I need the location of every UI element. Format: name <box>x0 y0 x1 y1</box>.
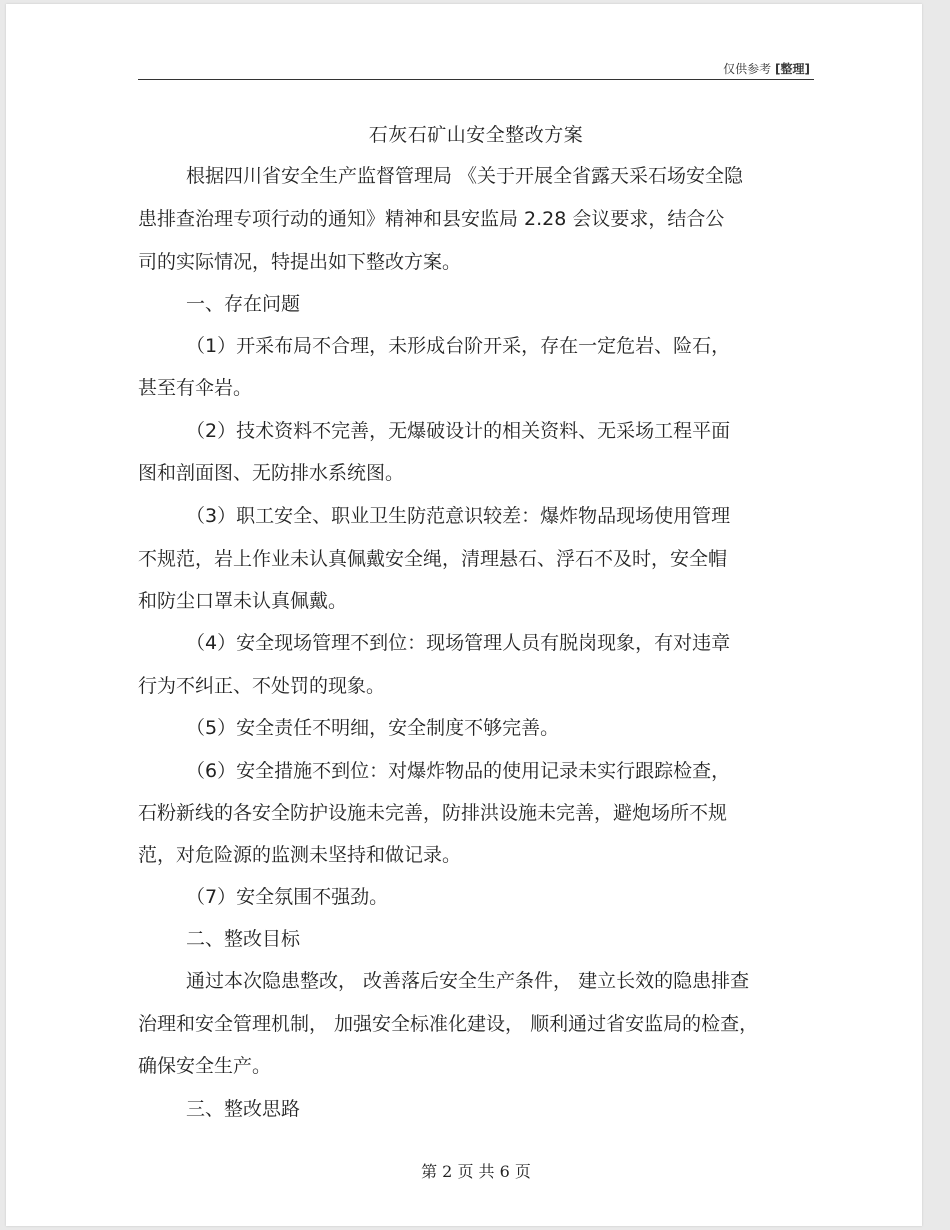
paragraph-line: 根据四川省安全生产监督管理局 《关于开展全省露天采石场安全隐 <box>186 165 744 187</box>
paragraph-line: （7）安全氛围不强劲。 <box>186 886 389 908</box>
paragraph-line: 行为不纠正、不处罚的现象。 <box>138 675 386 697</box>
paragraph-line: 通过本次隐患整改， 改善落后安全生产条件， 建立长效的隐患排查 <box>186 970 750 992</box>
paragraph-line: 图和剖面图、无防排水系统图。 <box>138 462 405 484</box>
section-heading: 三、整改思路 <box>186 1098 301 1120</box>
paragraph-line: 确保安全生产。 <box>138 1055 272 1077</box>
document-page <box>6 4 922 1226</box>
section-heading: 一、存在问题 <box>186 293 301 315</box>
paragraph-line: （6）安全措施不到位：对爆炸物品的使用记录未实行跟踪检查， <box>186 760 731 782</box>
paragraph-line: （5）安全责任不明细，安全制度不够完善。 <box>186 717 560 739</box>
header-note <box>723 60 810 77</box>
document-title: 石灰石矿山安全整改方案 <box>368 124 584 146</box>
paragraph-line: 患排查治理专项行动的通知》精神和县安监局 2.28 会议要求，结合公 <box>138 208 725 230</box>
section-heading: 二、整改目标 <box>186 928 301 950</box>
header-note-prefix: 仅供参考 <box>723 62 772 76</box>
paragraph-line: 司的实际情况，特提出如下整改方案。 <box>138 251 462 273</box>
header-rule <box>138 79 814 80</box>
paragraph-line: （2）技术资料不完善，无爆破设计的相关资料、无采场工程平面 <box>186 420 731 442</box>
paragraph-line: （1）开采布局不合理，未形成台阶开采，存在一定危岩、险石， <box>186 335 731 357</box>
header-note-tag: [整理] <box>775 62 810 76</box>
paragraph-line: （3）职工安全、职业卫生防范意识较差：爆炸物品现场使用管理 <box>186 505 731 527</box>
paragraph-line: 范，对危险源的监测未坚持和做记录。 <box>138 844 462 866</box>
page-footer: 第 2 页 共 6 页 <box>421 1162 531 1181</box>
paragraph-line: 和防尘口罩未认真佩戴。 <box>138 590 348 612</box>
paragraph-line: 甚至有伞岩。 <box>138 377 253 399</box>
paragraph-line: （4）安全现场管理不到位：现场管理人员有脱岗现象，有对违章 <box>186 632 731 654</box>
paragraph-line: 不规范，岩上作业未认真佩戴安全绳，清理悬石、浮石不及时，安全帽 <box>138 548 728 570</box>
paragraph-line: 石粉新线的各安全防护设施未完善，防排洪设施未完善，避炮场所不规 <box>138 802 728 824</box>
paragraph-line: 治理和安全管理机制， 加强安全标准化建设， 顺利通过省安监局的检查， <box>138 1013 759 1035</box>
